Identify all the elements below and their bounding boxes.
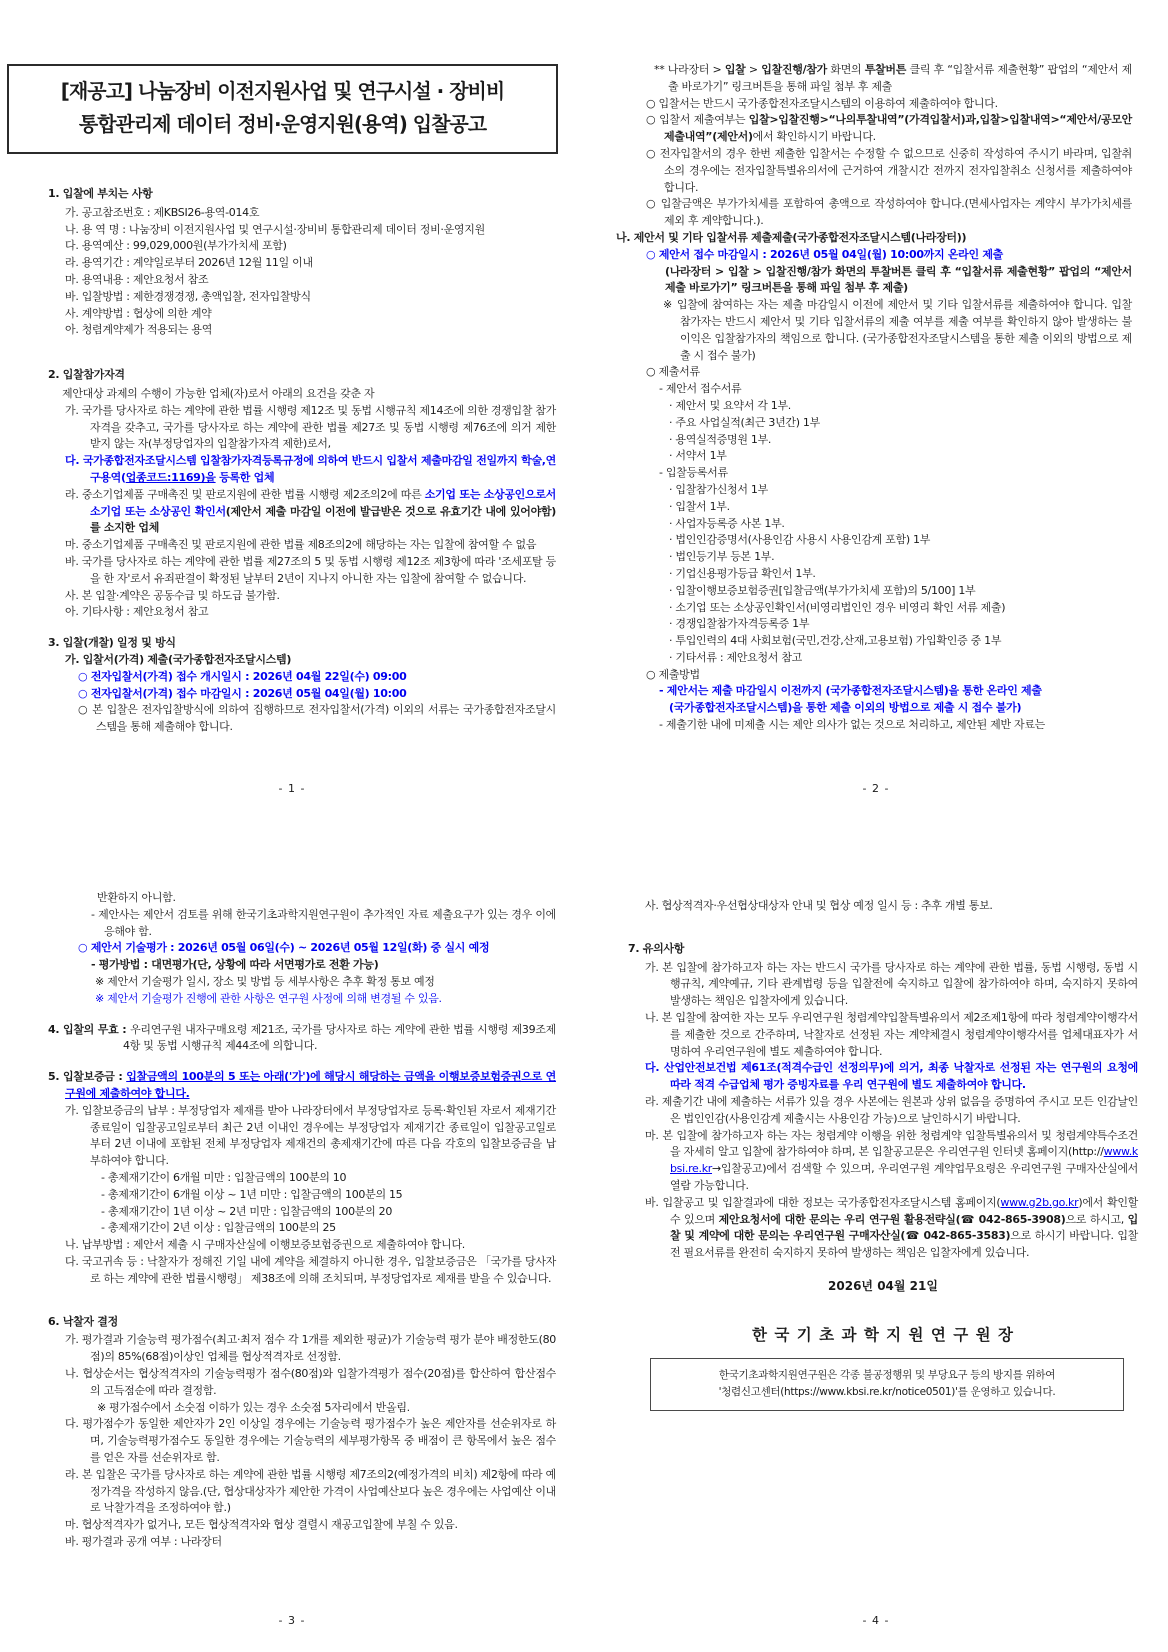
paragraph (669, 700, 1132, 717)
paragraph (65, 487, 556, 537)
title-box (7, 64, 558, 154)
paragraph (101, 1220, 556, 1237)
paragraph (65, 1254, 556, 1288)
paragraph (65, 1103, 556, 1170)
date-line (628, 1278, 1138, 1295)
paragraph (48, 367, 556, 384)
text-segment: 제안요청서에 대한 문의는 우리 연구원 활용전략실(☎ 042-865-3908) (718, 1212, 1066, 1226)
paragraph (65, 1467, 556, 1517)
paragraph (95, 974, 556, 991)
text-segment: 등록한 업체 (215, 470, 275, 484)
paragraph (65, 604, 556, 621)
text-segment: 마. 중소기업제품 구매촉진 및 판로지원에 관한 법률 제8조의2에 해당하는 자는 입찰에 참여할 수 없음 (65, 538, 537, 552)
text-segment: · 제안서 및 요약서 각 1부. (669, 398, 792, 412)
text-segment: ○ 전자입찰서(가격) 접수 개시일시 : 2026년 04월 22일(수) 09:00 (78, 669, 407, 683)
text-segment: 가. 입찰보증금의 납부 : 부정당업자 제재를 받아 나라장터에서 부정당업자로 등록·확인된 자로서 제재기간 종료일이 입찰공고일로부터 최근 2년 이내인 경우에는 부정당업자 제재기간 종료일이 입찰공고일로부터 2년 이내에 포함된 전체 부정당업자 제재건의 총제재기간에 따른 다음 각호의 입찰보증금을 납부하여야 합니다. (65, 1103, 556, 1168)
text-segment: · 서약서 1부 (669, 449, 727, 463)
paragraph (65, 1517, 556, 1534)
paragraph (645, 1195, 1139, 1262)
paragraph (646, 146, 1132, 196)
text-segment: 마. 본 입찰에 참가하고자 하는 자는 청렴계약 이행을 위한 청렴계약 입찰특별유의서 및 청렴계약특수조건을 자세히 알고 입찰에 참가하여야 하며, 본 입찰공고문은 우리연구원 인터넷 홈페이지(http:// (645, 1128, 1138, 1159)
text-segment: 라. 제출기간 내에 제출하는 서류가 있을 경우 사본에는 원본과 상위 없음을 증명하여 주시고 모든 인감날인은 법인인감(사용인감계 제출시는 사용인감 가능)으로 날인하시기 바랍니다. (645, 1094, 1138, 1125)
text-segment: · 소기업 또는 소상공인확인서(비영리법인인 경우 비영리 확인 서류 제출) (669, 600, 1006, 614)
paragraph (65, 289, 556, 306)
text-segment: · 주요 사업실적(최근 3년간) 1부 (669, 415, 820, 429)
paragraph (646, 96, 1132, 113)
text-segment: 통합관리제 데이터 정비·운영지원(용역) 입찰공고 (78, 112, 487, 136)
text-segment: 다. 용역예산 : 99,029,000원(부가가치세 포함) (65, 239, 287, 253)
text-segment: 에서 확인하시기 바랍니다. (752, 130, 876, 144)
text-segment: · 법인인감증명서(사용인감 사용시 사용인감계 포함) 1부 (669, 533, 931, 547)
page-footer: - 1 - (278, 782, 306, 795)
text-segment: 소기업 또는 소상공인으로서 소기업 또는 소상공인 확인서 (90, 487, 556, 518)
text-segment: ○ 제출서류 (646, 365, 700, 379)
paragraph (78, 669, 556, 686)
text-segment: 입찰 및 계약에 대한 문의는 우리연구원 구매자산실(☎ 042-865-3583) (670, 1212, 1138, 1243)
paragraph (65, 272, 556, 289)
text-segment: - 제안서 접수서류 (659, 382, 742, 396)
paragraph (65, 205, 556, 222)
text-segment: - 제안사는 제안서 검토를 위해 한국기초과학지원연구원이 추가적인 자료 제출요구가 있는 경우 이에 응해야 함. (91, 907, 556, 938)
text-segment: 입찰>입찰진행>“나의투찰내역”(가격입찰서)과,입찰>입찰내역>“제안서/공모안 제출내역”(제안서) (664, 113, 1132, 144)
paragraph (669, 583, 1132, 600)
text-segment: · 입찰이행보증보험증권[입찰금액(부가가치세 포함)의 5/100] 1부 (669, 583, 976, 597)
text-segment: 나. 협상순서는 협상적격자의 기술능력평가 점수(80점)와 입찰가격평가 점수(20점)를 합산하여 합산점수의 고득점순에 따라 결정함. (65, 1366, 556, 1397)
text-segment: · 사업자등록증 사본 1부. (669, 516, 785, 530)
paragraph (65, 652, 556, 669)
text-segment: 6. 낙찰자 결정 (48, 1314, 118, 1328)
text-segment: '청렴신고센터(https://www.kbsi.re.kr/notice0501)'를 운영하고 있습니다. (718, 1386, 1056, 1399)
paragraph (663, 297, 1132, 364)
paragraph (65, 588, 556, 605)
text-segment: ○ 입찰서 제출여부는 (646, 113, 749, 127)
paragraph (48, 1069, 556, 1103)
paragraph (101, 1187, 556, 1204)
paragraph (65, 453, 556, 487)
paragraph (654, 62, 1133, 96)
text-segment: 마. 협상적격자가 없거나, 모든 협상적격자와 협상 결렬시 재공고입찰에 부칠 수 있음. (65, 1518, 458, 1532)
page-1 (0, 0, 584, 826)
text-segment: · 투입인력의 4대 사회보험(국민,건강,산재,고용보험) 가입확인증 중 1부 (669, 634, 1002, 648)
paragraph (669, 516, 1132, 533)
text-segment: [재공고] 나눔장비 이전지원사업 및 연구시설 · 장비비 (60, 79, 505, 103)
text-segment: 바. 입찰공고 및 입찰결과에 대한 정보는 국가종합전자조달시스템 홈페이지( (645, 1195, 1001, 1209)
text-segment: 다. 산업안전보건법 제61조(적격수급인 선정의무)에 의거, 최종 낙찰자로 선정된 자는 연구원의 요청에 따라 적격 수급업체 평가 증빙자료를 우리 연구원에 별도 제출하여야 합니다. (645, 1061, 1138, 1092)
paragraph (78, 702, 556, 736)
text-segment: - 총제재기간이 6개월 미만 : 입찰금액의 100분의 10 (101, 1170, 347, 1184)
text-segment: 제안대상 과제의 수행이 가능한 업체(자)로서 아래의 요건을 갖춘 자 (62, 386, 375, 400)
text-segment: 다. 평가점수가 동일한 제안자가 2인 이상일 경우에는 기술능력 평가점수가 높은 제안자를 선순위자로 하며, 기술능력평가점수도 동일한 경우에는 기술능력의 세부평가항목 중 배점이 큰 항목에서 높은 점수를 얻은 자를 선순위자로 함. (65, 1417, 556, 1464)
page-4 (584, 826, 1168, 1652)
text-segment: 가. 국가를 당사자로 하는 계약에 관한 법률 시행령 제12조 및 동법 시행규칙 제14조에 의한 경쟁입찰 참가자격을 갖추고, 국가를 당사자로 하는 계약에 관한 법률 제27조 및 동법 시행령 제76조에 의거 제한 받지 않는 자(부정당업자의 입찰참가자격 제한)로서, (65, 403, 556, 451)
page-4-content (628, 884, 1138, 1411)
paragraph (48, 635, 556, 652)
paragraph (645, 960, 1138, 1010)
text-segment: 입찰금액의 100분의 5 또는 아래('가')에 해당시 해당하는 금액을 이행보증보험증권으로 연구원에 제출하여야 합니다. (65, 1070, 556, 1100)
text-segment: - 제출기한 내에 미제출 시는 제안 의사가 없는 것으로 처리하고, 제안된 제반 자료는 (659, 718, 1045, 732)
text-segment: ○ 전자입찰서(가격) 접수 마감일시 : 2026년 05월 04일(월) 10:00 (78, 686, 407, 700)
paragraph (65, 1416, 556, 1466)
paragraph (65, 1366, 556, 1400)
paragraph (62, 386, 556, 403)
text-segment: 아. 기타사항 : 제안요청서 참고 (65, 605, 209, 619)
text-segment: 사. 본 입찰·계약은 공동수급 및 하도급 불가함. (65, 588, 280, 602)
text-segment: ※ 제안서 기술평가 일시, 장소 및 방법 등 세부사항은 추후 확정 통보 예정 (95, 974, 435, 988)
text-segment: 2026년 04월 21일 (828, 1278, 938, 1293)
text-segment: ** 나라장터 > (654, 63, 725, 76)
text-segment: 나. 제안서 및 기타 입찰서류 제출제출(국가종합전자조달시스템(나라장터)) (616, 230, 967, 244)
text-segment: 클릭 후 “입찰서류 제출현황” 팝업의 “제안서 제출 바로가기” 링크버튼을 통해 파일 첨부 후 제출 (668, 63, 1133, 93)
text-segment: 한 국 기 초 과 학 지 원 연 구 원 장 (751, 1325, 1015, 1344)
text-segment: - 총제재기간이 2년 이상 : 입찰금액의 100분의 25 (101, 1221, 336, 1235)
text-segment: · 경쟁입찰참가자격등록증 1부 (669, 617, 810, 631)
text-segment: · 법인등기부 등본 1부. (669, 550, 775, 564)
paragraph (616, 230, 1132, 247)
text-segment: - 총제재기간이 1년 이상 ~ 2년 미만 : 입찰금액의 100분의 20 (101, 1204, 393, 1218)
paragraph (645, 898, 1138, 915)
paragraph (669, 415, 1132, 432)
text-segment: - 총제재기간이 6개월 이상 ~ 1년 미만 : 입찰금액의 100분의 15 (101, 1187, 403, 1201)
paragraph (48, 1022, 556, 1056)
paragraph (669, 432, 1132, 449)
page-2-content (616, 62, 1132, 734)
text-segment: ※ 제안서 기술평가 진행에 관한 사항은 연구원 사정에 의해 변경될 수 있음. (95, 991, 442, 1005)
text-segment: 라. 용역기간 : 계약일로부터 2026년 12월 11일 이내 (65, 256, 313, 270)
text-segment: 바. 평가결과 공개 여부 : 나라장터 (65, 1534, 222, 1548)
page-footer: - 2 - (862, 782, 890, 795)
text-segment: 업종코드:1169)을 (125, 470, 216, 484)
paragraph (65, 537, 556, 554)
text-segment: 라. 본 입찰은 국가를 당사자로 하는 계약에 관한 법률 시행령 제7조의2(예정가격의 비치) 제2항에 따라 예정가격을 작성하지 않음.(단, 협상대상자가 제안한 가격이 사업예산보다 높은 경우에는 사업예산 이내로 낙찰가격을 조정하여야 함.) (65, 1467, 556, 1515)
paragraph (669, 549, 1132, 566)
link[interactable]: www.g2b.go.kr (1000, 1195, 1079, 1209)
text-segment: 으로 하시고, (1065, 1212, 1128, 1226)
notice-line (655, 1384, 1119, 1402)
signature-line (628, 1327, 1138, 1344)
paragraph (65, 1332, 556, 1366)
page-3 (0, 826, 584, 1652)
paragraph (97, 890, 556, 907)
page-footer: - 4 - (862, 1614, 890, 1627)
paragraph (65, 1237, 556, 1254)
text-segment: ○ 제안서 접수 마감일시 : 2026년 05월 04일(월) 10:00까지 온라인 제출 (646, 247, 1004, 261)
page-1-content (48, 64, 556, 736)
paragraph (95, 991, 556, 1008)
paragraph (645, 1128, 1138, 1195)
text-segment: ○ 입찰서는 반드시 국가종합전자조달시스템의 이용하여 제출하여야 합니다. (646, 96, 998, 110)
paragraph (645, 1094, 1138, 1128)
text-segment: · 용역실적증명원 1부. (669, 432, 772, 446)
paragraph (669, 448, 1132, 465)
paragraph (97, 1400, 556, 1417)
text-segment: →입찰공고)에서 검색할 수 있으며, 우리연구원 계약업무요령은 우리연구원 구매자산실에서 열람 가능합니다. (670, 1162, 1138, 1192)
notice-line (655, 1367, 1119, 1385)
text-segment: > (745, 63, 762, 76)
text-segment: 다. 국고귀속 등 : 낙찰자가 정해진 기일 내에 계약을 체결하지 아니한 경우, 입찰보증금은 「국가를 당사자로 하는 계약에 관한 법률시행령」 제38조에 의해 조치되며, 부정당업자로 제재를 받을 수 있습니다. (65, 1254, 556, 1285)
paragraph (65, 322, 556, 339)
text-segment: ○ 제출방법 (646, 667, 700, 681)
text-segment: 마. 용역내용 : 제안요청서 참조 (65, 272, 209, 286)
paragraph (91, 957, 556, 974)
paragraph (645, 1060, 1138, 1094)
text-segment: 바. 국가를 당사자로 하는 계약에 관한 법률 제27조의 5 및 동법 시행령 제12조 제3항에 따라 '조세포탈 등을 한 자'로서 유죄판결이 확정된 날부터 2년이 지나지 아니한 자는 입찰에 참여할 수 없습니다. (65, 554, 556, 585)
text-segment: 입찰진행/참가 (761, 63, 827, 76)
text-segment: 바. 입찰방법 : 제한경쟁경쟁, 총액입찰, 전자입찰방식 (65, 289, 311, 303)
paragraph (645, 1010, 1138, 1060)
text-segment: 5. 입찰보증금 : (48, 1070, 127, 1084)
paragraph (48, 1314, 556, 1331)
text-segment: 우리연구원 내자구매요령 제21조, 국가를 당사자로 하는 계약에 관한 법률 시행령 제39조제4항 및 동법 시행규칙 제44조에 의합니다. (123, 1022, 556, 1053)
paragraph (78, 940, 556, 957)
paragraph (646, 196, 1132, 230)
text-segment: 라. 중소기업제품 구매촉진 및 판로지원에 관한 법률 시행령 제2조의2에 따른 (65, 487, 425, 501)
paragraph (78, 686, 556, 703)
text-segment: - 입찰등록서류 (659, 466, 728, 480)
paragraph (646, 364, 1132, 381)
paragraph (65, 255, 556, 272)
text-segment: 투찰버튼 (864, 63, 907, 76)
paragraph (669, 532, 1132, 549)
page-footer: - 3 - (278, 1614, 306, 1627)
page-3-content (48, 886, 556, 1551)
text-segment: 7. 유의사항 (628, 941, 685, 955)
text-segment: ○ 전자입찰서의 경우 한번 제출한 입찰서는 수정할 수 없으므로 신중히 작성하여 주시기 바라며, 입찰취소의 경우에는 전자입찰특별유의서에 근거하여 개찰시간 전까지 전자입찰취소 신청서를 제출하여야 합니다. (646, 146, 1132, 194)
text-segment: 1. 입찰에 부치는 사항 (48, 187, 153, 200)
page-2 (584, 0, 1168, 826)
paragraph (65, 222, 556, 239)
text-segment: - 평가방법 : 대면평가(단, 상황에 따라 서면평가로 전환 가능) (91, 958, 379, 972)
text-segment: 사. 계약방법 : 협상에 의한 계약 (65, 306, 212, 320)
text-segment: 반환하지 아니함. (97, 891, 176, 904)
text-segment: 화면의 (826, 63, 865, 76)
text-segment: 다. 국가종합전자조달시스템 입찰참가자격등록규정에 의하여 반드시 입찰서 제출마감일 전일까지 학술,연구용역( (65, 454, 556, 484)
page-title (13, 108, 552, 141)
text-segment: 나. 본 입찰에 참여한 자는 모두 우리연구원 청렴계약입찰특별유의서 제2조제1항에 따라 청렴계약이행각서를 제출한 것으로 간주하며, 낙찰자로 선정된 자는 계약체결시 청렴계약이행각서를 업체대표자가 서명하여 우리연구원에 별도 제출하여야 합니다. (645, 1010, 1138, 1058)
paragraph (659, 683, 1132, 700)
paragraph (659, 381, 1132, 398)
text-segment: ※ 평가점수에서 소숫점 이하가 있는 경우 소숫점 5자리에서 반올림. (97, 1400, 410, 1414)
paragraph (669, 482, 1132, 499)
text-segment: ○ 제안서 기술평가 : 2026년 05월 06일(수) ~ 2026년 05월 12일(화) 중 실시 예정 (78, 941, 490, 955)
text-segment: ○ 입찰금액은 부가가치세를 포함하여 총액으로 작성하여야 합니다.(면세사업자는 계약시 부가가치세를 제외 후 계약합니다.). (646, 197, 1132, 228)
paragraph (646, 667, 1132, 684)
paragraph (65, 238, 556, 255)
text-segment: · 기타서류 : 제안요청서 참고 (669, 650, 802, 664)
paragraph (669, 600, 1132, 617)
paragraph (646, 247, 1132, 264)
text-segment: 가. 본 입찰에 참가하고자 하는 자는 반드시 국가를 당사자로 하는 계약에 관한 법률, 동법 시행령, 동법 시행규칙, 계약예규, 기타 관계법령 등을 입찰전에 숙지하고 입찰에 참가하여야 하며, 숙지하지 못하여 발생하는 책임은 입찰자에게 있습니다. (645, 960, 1138, 1008)
text-segment: 으로 하시기 바랍니다. 입찰 전 필요서류를 완전히 숙지하지 못하여 발생하는 책임은 입찰자에게 있습니다. (670, 1229, 1139, 1260)
paragraph (101, 1204, 556, 1221)
text-segment: )에서 확인할 수 있으며 (670, 1195, 1138, 1226)
paragraph (65, 554, 556, 588)
paragraph (65, 1534, 556, 1551)
paragraph (628, 941, 1138, 958)
paragraph (646, 112, 1132, 146)
text-segment: 나. 납부방법 : 제안서 제출 시 구매자산실에 이행보증보험증권으로 제출하여야 합니다. (65, 1238, 465, 1252)
text-segment: 가. 평가결과 기술능력 평가점수(최고·최저 점수 각 1개를 제외한 평균)가 기술능력 평가 분야 배정한도(80점)의 85%(68점)이상인 업체를 협상적격자로 선정함. (65, 1333, 556, 1364)
paragraph (48, 186, 556, 203)
link[interactable]: www.kbsi.re.kr (670, 1145, 1138, 1176)
paragraph (91, 907, 556, 941)
text-segment: · 기업신용평가등급 확인서 1부. (669, 566, 816, 580)
text-segment: 아. 청렴계약제가 적용되는 용역 (65, 323, 213, 337)
paragraph (659, 465, 1132, 482)
text-segment: 나. 용 역 명 : 나눔장비 이전지원사업 및 연구시설·장비비 통합관리제 데이터 정비·운영지원 (65, 222, 485, 236)
text-segment: (국가종합전자조달시스템)을 통한 제출 이외의 방법으로 제출 시 접수 불가) (669, 701, 1022, 715)
paragraph (101, 1170, 556, 1187)
text-segment: 4. 입찰의 무효 : (48, 1022, 131, 1036)
page-title (13, 75, 552, 108)
text-segment: (제안서 제출 마감일 이전에 발급받은 것으로 유효기간 내에 있어야함)를 소지한 업체 (90, 504, 556, 535)
text-segment: · 입찰서 1부. (669, 499, 730, 513)
paragraph (669, 633, 1132, 650)
text-segment: ※ 입찰에 참여하는 자는 제출 마감일시 이전에 제안서 및 기타 입찰서류를 제출하여야 합니다. 입찰 참가자는 반드시 제안서 및 기타 입찰서류의 제출 여부를 제출 여부를 확인하지 않아 발생하는 불이익은 입찰참가자의 책임으로 합니다. (국가종합전자조달시스템을 통한 제출 이외의 방법으로 제출 시 접수 불가) (663, 298, 1132, 362)
text-segment: 2. 입찰참가자격 (48, 368, 125, 382)
text-segment: 가. 입찰서(가격) 제출(국가종합전자조달시스템) (65, 652, 292, 666)
paragraph (669, 566, 1132, 583)
text-segment: 입찰 (724, 63, 746, 76)
paragraph (659, 717, 1132, 734)
text-segment: 가. 공고참조번호 : 제KBSI26-용역-014호 (65, 205, 260, 219)
paragraph (65, 306, 556, 323)
text-segment: 3. 입찰(개찰) 일정 및 방식 (48, 636, 176, 650)
text-segment: 사. 협상적격자·우선협상대상자 안내 및 협상 예정 일시 등 : 추후 개별 통보. (645, 899, 993, 912)
text-segment: (나라장터 > 입찰 > 입찰진행/참가 화면의 투찰버튼 클릭 후 “입찰서류 제출현황” 팝업의 “제안서제출 바로가기” 링크버튼을 통해 파일 첨부 후 제출) (665, 264, 1132, 295)
text-segment: - 제안서는 제출 마감일시 이전까지 (국가종합전자조달시스템)을 통한 온라인 제출 (659, 684, 1042, 698)
paragraph (665, 264, 1132, 298)
text-segment: ○ 본 입찰은 전자입찰방식에 의하여 집행하므로 전자입찰서(가격) 이외의 서류는 국가종합전자조달시스템을 통해 제출해야 합니다. (78, 703, 556, 734)
paragraph (669, 616, 1132, 633)
text-segment: 한국기초과학지원연구원은 각종 불공정행위 및 부당요구 등의 방지를 위하여 (718, 1368, 1056, 1381)
paragraph (669, 398, 1132, 415)
text-segment: · 입찰참가신청서 1부 (669, 482, 768, 496)
notice-box (650, 1358, 1124, 1411)
paragraph (669, 650, 1132, 667)
paragraph (65, 403, 556, 453)
paragraph (669, 499, 1132, 516)
